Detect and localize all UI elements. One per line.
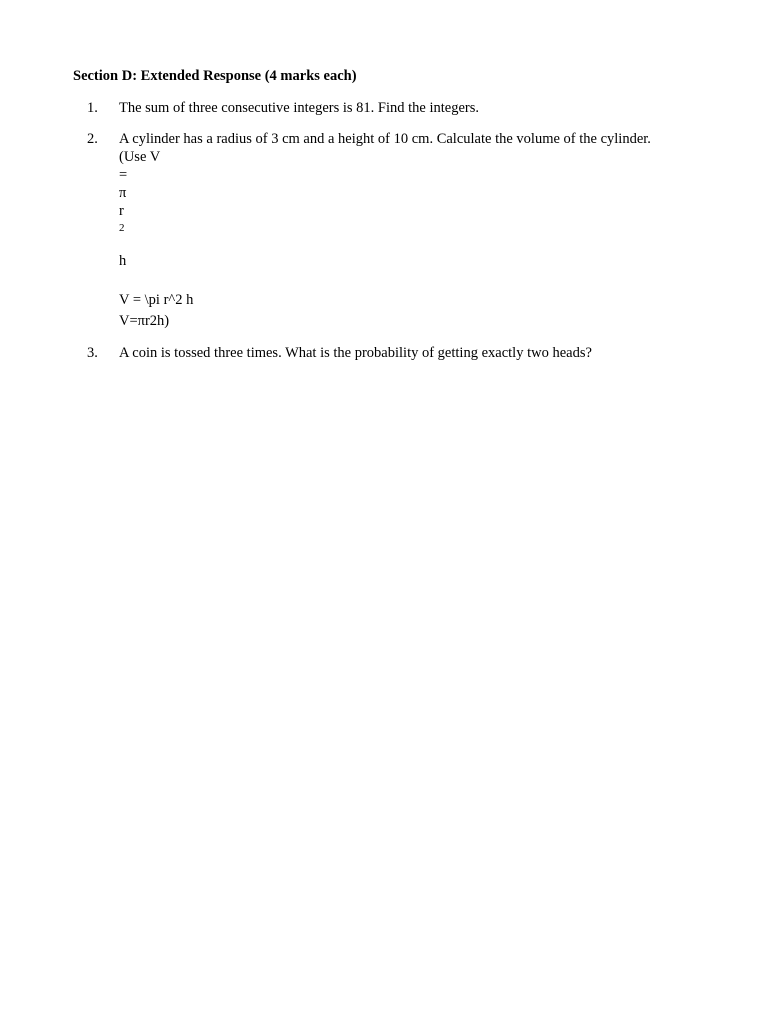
question-3-number: 3. [87,345,98,361]
question-3-text: A coin is tossed three times. What is the probability of getting exactly two heads? [119,345,592,361]
formula-h: h [119,253,127,269]
section-title: Section D: Extended Response (4 marks each) [73,68,357,84]
formula-equals: = [119,167,128,183]
question-1-text: The sum of three consecutive integers is 81. Find the integers. [119,100,479,116]
formula-use-v: (Use V [119,149,161,165]
formula-latex: V = \pi r^2 h [119,292,194,308]
question-2-text: A cylinder has a radius of 3 cm and a height of 10 cm. Calculate the volume of the cylinder. [119,131,651,147]
formula-r: r [119,203,124,219]
formula-exponent: 2 [119,222,125,234]
formula-inline: V=πr2h) [119,313,170,329]
question-2-number: 2. [87,131,98,147]
question-1-number: 1. [87,100,98,116]
formula-pi: π [119,185,127,201]
